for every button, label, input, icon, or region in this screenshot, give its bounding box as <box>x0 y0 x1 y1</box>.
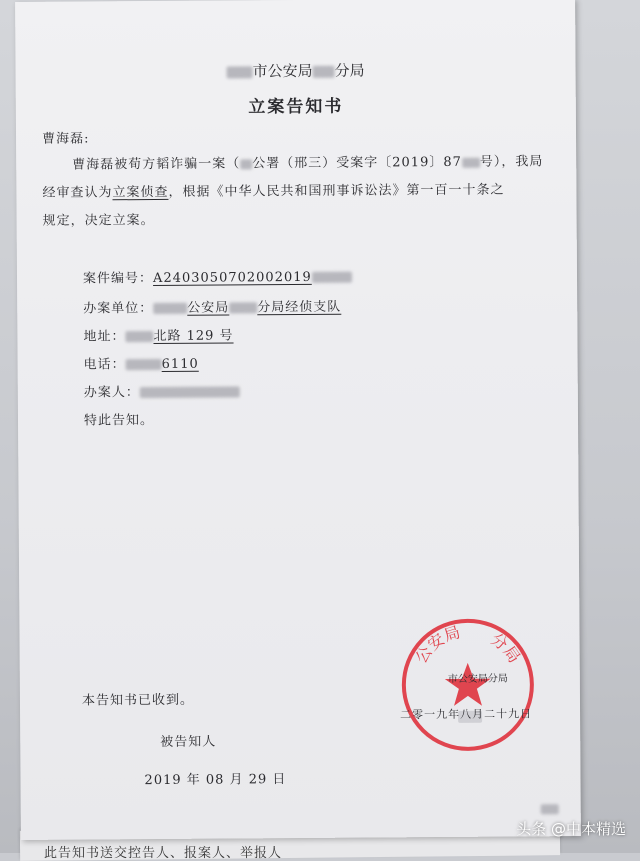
body-line-2: 经审查认为立案侦查，根据《中华人民共和国刑事诉讼法》第一百一十条之 <box>42 182 505 201</box>
seal-date: 二零一九年八月二十九日 <box>400 707 533 722</box>
seal-ring-text-b: 分局 <box>487 629 525 667</box>
redacted-street <box>125 331 153 342</box>
case-number-value: A2403050702002019 <box>152 269 312 287</box>
bureau-suffix: 分局 <box>334 61 365 80</box>
redacted-city <box>227 66 253 78</box>
officer-label: 办案人： <box>83 385 140 401</box>
redacted-phone <box>126 359 162 370</box>
phone-label: 电话： <box>83 357 126 373</box>
seal-ring-text: 公安局 <box>411 622 463 667</box>
redacted-case-number <box>312 272 352 283</box>
source-watermark: 头条 @中本精选 <box>516 820 626 838</box>
phone-row <box>84 353 199 373</box>
decision-underlined: 立案侦查 <box>112 184 169 201</box>
address-value: 北路 129 号 <box>153 328 234 345</box>
addressee: 曹海磊: <box>41 131 90 147</box>
closing-text: 特此告知。 <box>83 413 155 429</box>
footer-note: 此告知书送交控告人、报案人、举报人 <box>44 846 283 861</box>
body-line-1: 曹海磊被荀方韬诈骗一案（ 公署（邢三）受案字〔2019〕87 号），我局 <box>72 154 544 173</box>
bureau-name: 市公安局 <box>252 61 313 81</box>
notified-person-label: 被告知人 <box>160 734 217 750</box>
phone-value: 6110 <box>161 356 199 372</box>
redacted-case-suffix <box>462 157 480 167</box>
redacted-prefix <box>240 159 252 169</box>
body-line-3: 规定，决定立案。 <box>42 212 155 229</box>
redacted-officers <box>140 386 240 398</box>
notice-document <box>15 0 581 840</box>
handling-unit-row: 办案单位： 公安局 分局经侦支队 <box>83 299 342 317</box>
unit-label: 办案单位： <box>83 301 154 317</box>
seal-center-text: 市公安局分局 <box>447 673 508 685</box>
address-row <box>83 324 233 344</box>
redacted-unit-district <box>229 302 257 313</box>
document-title: 立案告知书 <box>248 96 344 118</box>
case-number-label: 案件编号： <box>82 271 154 287</box>
redacted-unit-city <box>153 303 187 314</box>
receipt-date: 2019 年 08 月 29 日 <box>144 772 287 789</box>
officer-row <box>84 380 240 400</box>
issuing-bureau <box>16 58 576 83</box>
redacted-district <box>313 66 335 78</box>
receipt-statement: 本告知书已收到。 <box>81 692 195 709</box>
address-label: 地址： <box>83 329 126 345</box>
redacted-corner-mark <box>541 804 559 814</box>
case-number-row <box>83 266 352 287</box>
